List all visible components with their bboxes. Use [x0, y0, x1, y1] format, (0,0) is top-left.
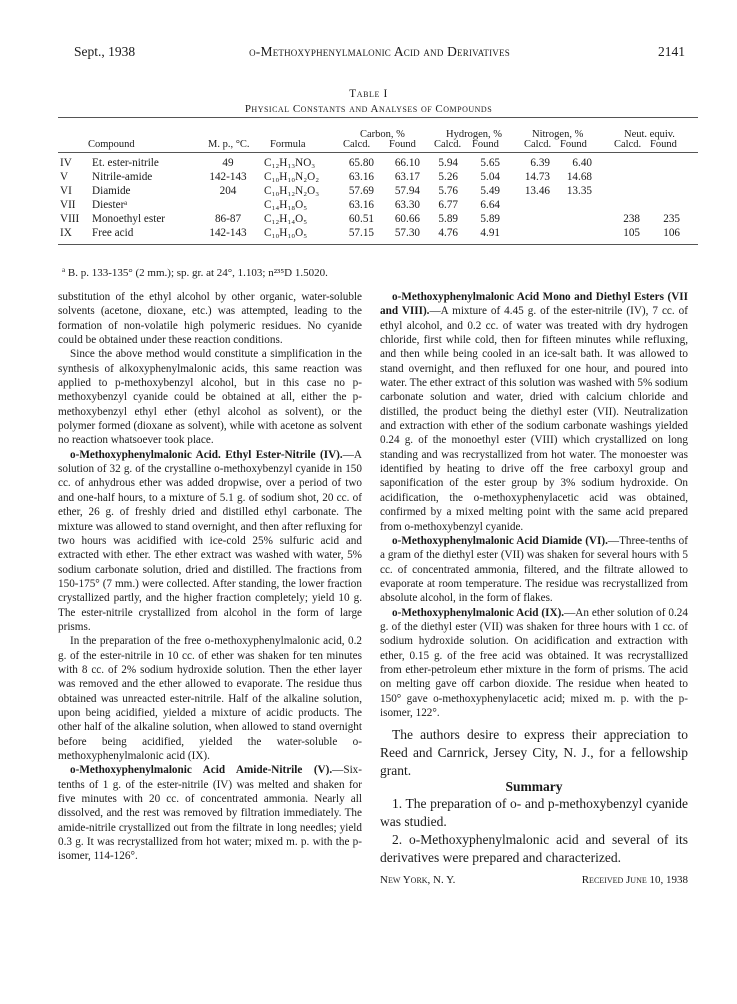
table-cell-c-calcd: 63.16 [348, 171, 374, 183]
table-cell-c-found: 57.30 [394, 227, 420, 239]
summary-item: 2. o-Methoxyphenylmalonic acid and several of its derivatives were prepared and characterized. [380, 831, 688, 865]
page-number: 2141 [658, 44, 685, 59]
table-title: Physical Constants and Analyses of Compounds [244, 103, 493, 115]
table-cell-num: IX [60, 227, 72, 239]
section-heading: o-Methoxyphenylmalonic Acid Diamide (VI). [392, 534, 608, 547]
table-cell-name: Diamide [92, 185, 131, 197]
table-cell-formula: C₁₂H₁₄O₅ [264, 213, 308, 225]
table-cell-c-calcd: 57.15 [348, 227, 374, 239]
paragraph: Since the above method would constitute a simplification in the synthesis of alkoxyphenylmalonic acids, this same reaction was applied to p-methoxybenzyl alcohol, but in this case no p-methoxybenzyl cyanide could be obtained at all, either the p-methoxybenzyl ethyl ether (ethyl alcohol as solvent), or the polymer formed (dioxane as solvent), while with acetone as solvent no reaction whatsoever took place. [58, 348, 362, 447]
group-header-nitrogen: Nitrogen, % [532, 129, 584, 140]
table-cell-h-found: 5.89 [480, 213, 500, 225]
summary-heading: Summary [505, 779, 563, 795]
section-heading: o-Methoxyphenylmalonic Acid Mono and Diethyl Esters (VII and VIII). [380, 291, 688, 318]
left-column [58, 290, 362, 864]
table-cell-ne-calcd: 105 [623, 227, 640, 239]
paragraph-text: —A solution of 32 g. of the crystalline o-methoxybenzyl cyanide in 150 cc. of anhydrous ether was added dropwise, over a period of two and one-half hours, to a mixture of 5.1 g. of sodium shot, 20 cc. of ether, 26 g. of freshly dried and distilled ethyl carbonate. The mixture was allowed to stand overnight, and then after refluxing for two hours was acidified with ice-cold 25% sulfuric acid and extracted with ether. The ether extract was washed with water, 5% sodium carbonate solution, dried and distilled. The fractions from 150-175° (7 mm.) were collected. After standing, the lower fraction crystallized partly, and the higher fraction completely; yield 10 g. The ester-nitrile crystallized from alcohol in the form of large prisms. [58, 448, 362, 633]
col-header-h-found: Found [472, 139, 499, 150]
paragraph-text: —Three-tenths of a gram of the diethyl ester (VII) was shaken for several hours with 5 cc. of concentrated ammonia, filtered, and the filtrate allowed to evaporate at room temperature. The residue was recrystallized from absolute alcohol, in the form of flakes. [380, 534, 688, 605]
table-cell-mp: 204 [219, 185, 237, 197]
table-cell-name: Et. ester-nitrile [92, 157, 159, 169]
header-date: Sept., 1938 [74, 44, 136, 59]
table-cell-n-calcd: 13.46 [524, 185, 550, 197]
acknowledgment: The authors desire to express their appreciation to Reed and Carnrick, Jersey City, N. J., for a fellowship grant. [380, 727, 688, 779]
table-cell-n-found: 6.40 [572, 157, 592, 169]
paragraph: In the preparation of the free o-methoxyphenylmalonic acid, 0.2 g. of the ester-nitrile in 10 cc. of ether was shaken for ten minutes with 8 cc. of 2% sodium hydroxide solution. Then the ether layer was removed and the ether allowed to evaporate. The residue thus obtained was unreacted ester-nitrile. Half of the alkaline solution, upon being acidified, yielded a mixture of acidic products. The other half of the alkaline solution, when allowed to stand overnight before being acidified, yielded the water-soluble o-methoxyphenylmalonic acid (IX). [58, 635, 362, 762]
table-cell-mp: 142-143 [209, 171, 247, 183]
table-cell-ne-found: 106 [663, 227, 680, 239]
table-cell-c-found: 60.66 [394, 213, 420, 225]
table-cell-c-found: 57.94 [394, 185, 420, 197]
table-cell-h-calcd: 5.76 [438, 185, 458, 197]
col-header-ne-calcd: Calcd. [614, 139, 642, 150]
footnote-mark: a [62, 266, 66, 274]
table-cell-h-found: 5.04 [480, 171, 500, 183]
table-cell-n-calcd: 6.39 [530, 157, 550, 169]
table-cell-c-calcd: 60.51 [348, 213, 374, 225]
constants-table [58, 117, 698, 277]
table-cell-c-found: 63.17 [394, 171, 420, 183]
table-cell-h-found: 5.65 [480, 157, 500, 169]
section-heading: o-Methoxyphenylmalonic Acid (IX). [392, 606, 565, 619]
table-cell-n-calcd: 14.73 [524, 171, 550, 183]
group-header-neut: Neut. equiv. [624, 129, 675, 140]
table-cell-n-found: 13.35 [566, 185, 592, 197]
group-header-hydrogen: Hydrogen, % [446, 129, 502, 140]
table-cell-name: Diesterᵃ [92, 199, 128, 211]
col-header-formula: Formula [270, 139, 306, 150]
table-cell-name: Monoethyl ester [92, 213, 166, 225]
signoff-received: Received June 10, 1938 [581, 873, 688, 886]
table-bottom-rule [58, 244, 698, 245]
paragraph [380, 606, 688, 721]
right-column [380, 290, 688, 887]
table-cell-num: VII [60, 199, 76, 211]
table-footnote [62, 266, 328, 279]
table-cell-num: IV [60, 157, 72, 169]
table-cell-h-found: 6.64 [480, 199, 500, 211]
table-cell-num: VIII [60, 213, 80, 225]
table-cell-name: Nitrile-amide [92, 171, 153, 183]
paragraph [380, 534, 688, 606]
col-header-ne-found: Found [650, 139, 677, 150]
table-cell-h-calcd: 5.26 [438, 171, 458, 183]
section-heading: o-Methoxyphenylmalonic Acid Amide-Nitrile (V). [70, 764, 333, 777]
col-header-n-found: Found [560, 139, 587, 150]
section-heading: o-Methoxyphenylmalonic Acid. Ethyl Ester-Nitrile (IV). [70, 448, 343, 461]
table-cell-name: Free acid [92, 227, 134, 239]
table-cell-ne-found: 235 [663, 213, 680, 225]
table-cell-formula: C₁₀H₁₂N₂O₃ [264, 185, 320, 197]
table-cell-h-calcd: 6.77 [438, 199, 458, 211]
table-header-rule [58, 152, 698, 153]
table-cell-h-found: 5.49 [480, 185, 500, 197]
table-label: Table I [349, 88, 388, 100]
footnote-text: B. p. 133-135° (2 mm.); sp. gr. at 24°, 1.103; n²³⁵D 1.5020. [67, 267, 328, 279]
table-cell-c-found: 63.30 [394, 199, 420, 211]
paragraph [380, 290, 688, 534]
table-cell-c-calcd: 63.16 [348, 199, 374, 211]
table-cell-c-calcd: 65.80 [348, 157, 374, 169]
table-cell-mp: 86-87 [214, 213, 242, 225]
paragraph-text: —A mixture of 4.45 g. of the ester-nitrile (IV), 7 cc. of ethyl alcohol, and 0.2 cc. of water was treated with dry hydrogen chloride, first while cold, then for fifteen minutes while refluxing, and then while being cooled in an ice-salt bath. It was allowed to stand overnight, and then refluxed for one hour, and poured into water. The ether extract of this solution was washed with 5% sodium carbonate solution and water, dried with calcium chloride and distilled, the product being the diethyl ester (VII). Neutralization and extraction with ether of the sodium carbonate washings yielded 0.24 g. of the monoethyl ester (VIII) which crystallized on long standing and was recrystallized from hot water. The monoester was identified by heating to drive off the free carboxyl group and saponification of the ester group by 3% sodium hydroxide. On acidification, the o-methoxyphenylacetic acid was obtained, confirmed by a mixed melting point with the same acid prepared from o-methoxybenzyl cyanide. [380, 305, 689, 533]
summary-item: 1. The preparation of o- and p-methoxybenzyl cyanide was studied. [380, 795, 688, 829]
table-cell-h-calcd: 5.89 [438, 213, 458, 225]
paragraph [58, 448, 362, 634]
col-header-c-calcd: Calcd. [343, 139, 371, 150]
col-header-h-calcd: Calcd. [434, 139, 462, 150]
table-top-rule [58, 117, 698, 118]
table-cell-num: V [60, 171, 69, 183]
table-cell-ne-calcd: 238 [623, 213, 640, 225]
table-cell-h-calcd: 5.94 [438, 157, 458, 169]
table-cell-h-calcd: 4.76 [438, 227, 458, 239]
table-cell-n-found: 14.68 [566, 171, 592, 183]
group-header-carbon: Carbon, % [360, 129, 405, 140]
paragraph: substitution of the ethyl alcohol by other organic, water-soluble solvents (acetone, dioxane, etc.) was attempted, leading to the formation of non-volatile high polymeric residues. No cyanide could be obtained under these reaction conditions. [58, 291, 362, 347]
table-cell-c-calcd: 57.69 [348, 185, 374, 197]
col-header-compound: Compound [88, 139, 135, 150]
paragraph [58, 763, 362, 863]
signoff-place: New York, N. Y. [380, 873, 456, 886]
table-cell-formula: C₁₂H₁₃NO₃ [264, 157, 316, 169]
table-cell-h-found: 4.91 [480, 227, 500, 239]
table-cell-num: VI [60, 185, 72, 197]
header-title: o-Methoxyphenylmalonic Acid and Derivatives [249, 44, 510, 59]
table-cell-formula: C₁₀H₁₀O₅ [264, 227, 308, 239]
col-header-mp: M. p., °C. [208, 139, 250, 150]
col-header-n-calcd: Calcd. [524, 139, 552, 150]
table-cell-formula: C₁₀H₁₀N₂O₂ [264, 171, 320, 183]
table-cell-mp: 142-143 [209, 227, 247, 239]
col-header-c-found: Found [389, 139, 416, 150]
table-cell-mp: 49 [222, 157, 234, 169]
paragraph-text: —An ether solution of 0.24 g. of the diethyl ester (VII) was shaken for three hours with 1 cc. of sodium hydroxide solution. On acidification and extraction with ether, 0.15 g. of the free acid was obtained. It was recrystallized from ether-petroleum ether mixture in the form of prisms. The acid on melting gave off carbon dioxide. The residue when heated to 150° gave o-methoxyphenylacetic acid; mixed m. p. with the p-isomer, 122°. [380, 606, 688, 719]
table-cell-formula: C₁₄H₁₈O₅ [264, 199, 308, 211]
table-cell-c-found: 66.10 [394, 157, 420, 169]
paragraph-text: —Six-tenths of 1 g. of the ester-nitrile (IV) was melted and shaken for five minutes with 20 cc. of concentrated ammonia. Nearly all dissolved, and the rest was removed by filtration immediately. The amide-nitrile crystallized out from the filtrate in long needles; yield 0.3 g. It was recrystallized from hot water; mixed m. p. with the p-isomer, 114-126°. [58, 764, 362, 863]
running-header [74, 44, 685, 64]
signoff [380, 873, 688, 887]
